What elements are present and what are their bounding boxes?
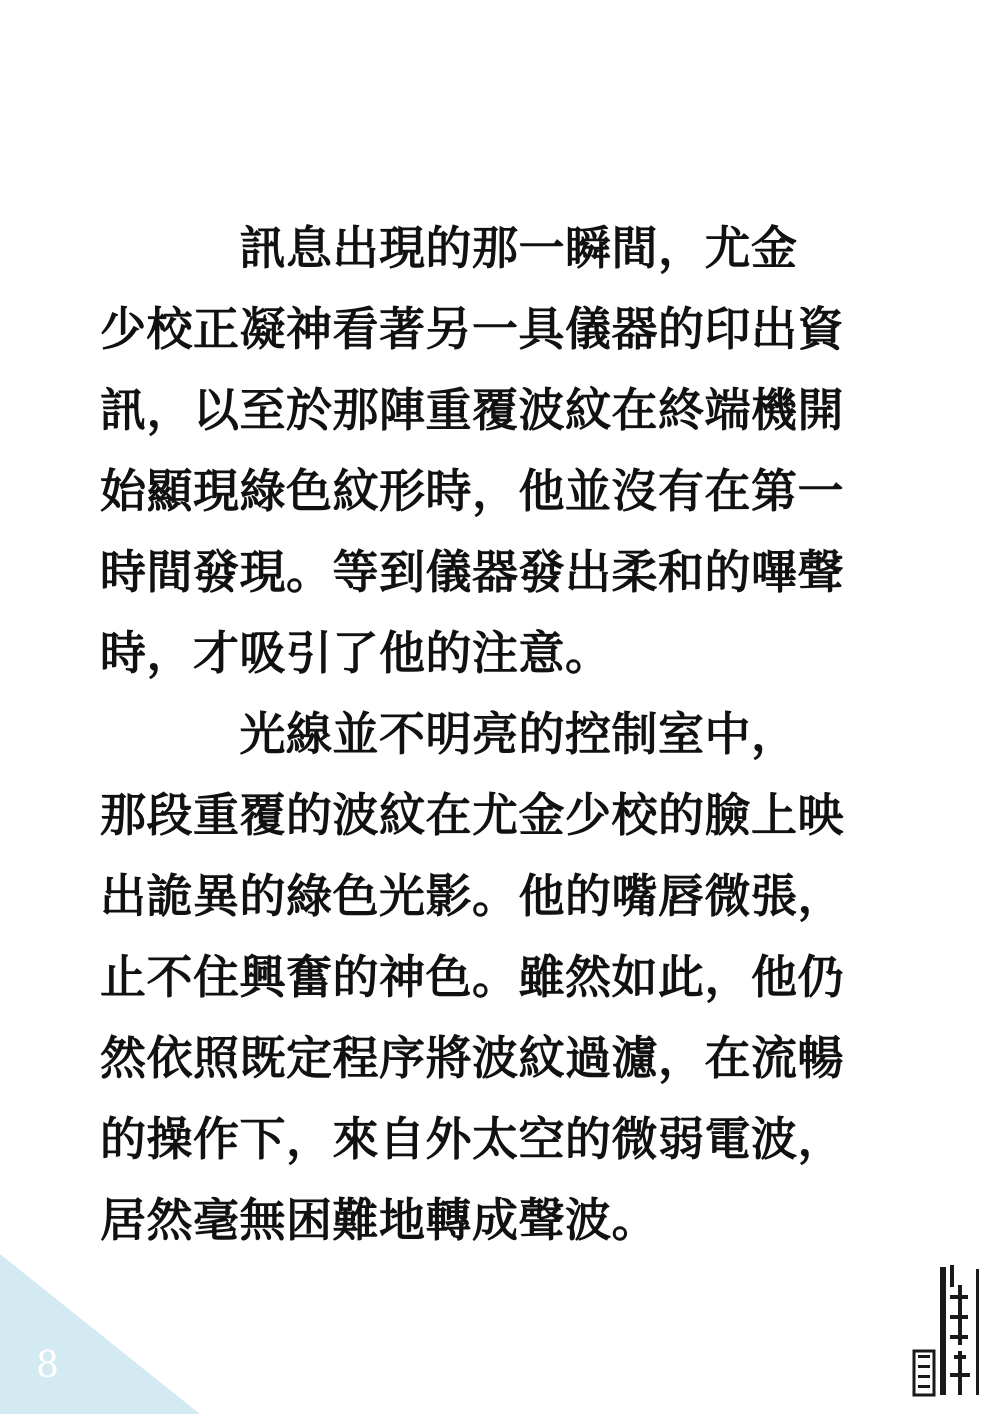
text-line: 訊，以至於那陣重覆波紋在終端機開: [100, 383, 844, 437]
text-line: 止不住興奮的神色。雖然如此，他仍: [100, 950, 844, 1004]
text-line: 居然毫無困難地轉成聲波。: [100, 1193, 658, 1247]
text-line: 時，才吸引了他的注意。: [100, 626, 612, 680]
text-line: 那段重覆的波紋在尤金少校的臉上映: [100, 788, 844, 842]
text-line: 光線並不明亮的控制室中，: [100, 707, 798, 761]
text-line: 出詭異的綠色光影。他的嘴唇微張，: [100, 869, 844, 923]
corner-triangle-decoration: [0, 1254, 200, 1414]
text-line: 的操作下，來自外太空的微弱電波，: [100, 1112, 844, 1166]
page-number: 8: [36, 1345, 59, 1386]
text-line: 訊息出現的那一瞬間，尤金: [100, 221, 798, 275]
text-line: 始顯現綠色紋形時，他並沒有在第一: [100, 464, 844, 518]
text-line: 然依照既定程序將波紋過濾，在流暢: [100, 1031, 844, 1085]
text-line: 時間發現。等到儀器發出柔和的嗶聲: [100, 545, 844, 599]
manben-watermark-logo: [910, 1255, 990, 1400]
text-line: 少校正凝神看著另一具儀器的印出資: [100, 302, 844, 356]
